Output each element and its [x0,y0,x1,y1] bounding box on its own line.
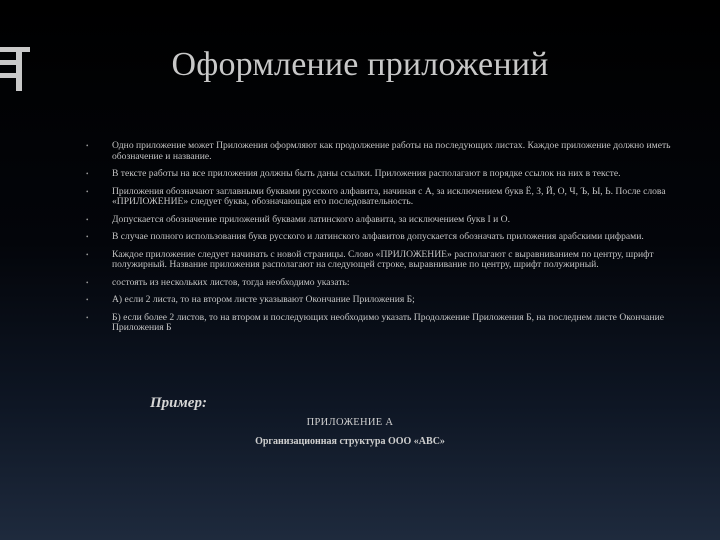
bullet-icon: • [86,296,89,304]
bullet-icon: • [86,170,89,178]
bullet-icon: • [86,215,89,224]
slide-title: Оформление приложений [171,46,549,83]
bullet-text: состоять из нескольких листов, тогда необходимо указать: [112,276,350,288]
bullet-icon: • [86,142,89,150]
bullet-text: А) если 2 листа, то на втором листе указывают Окончание Приложения Б; [112,294,415,305]
example-subheading: Организационная структура ООО «АВС» [255,436,445,447]
bullet-text: Одно приложение может Приложения оформляют как продолжение работы на последующих листах. Каждое приложение должно иметь обозначение и название. [112,140,671,162]
bullet-list [84,141,684,334]
bullet-icon: • [86,313,89,322]
example-label: Пример: [150,395,207,411]
bullet-icon: • [86,187,89,196]
bullet-item [84,295,684,306]
bullet-text: Допускается обозначение приложений буквами латинского алфавита, за исключением букв I и O. [112,213,510,225]
bullet-text: Каждое приложение следует начинать с новой страницы. Слово «ПРИЛОЖЕНИЕ» располагают с выравниванием по центру, шрифт полужирный. Название приложения располагают на следующей строке, выравнивание по центру, шрифт полужирный. [112,248,654,270]
bullet-item [84,232,684,243]
bullet-item [84,141,684,162]
bullet-item [84,313,684,334]
bullet-text: Приложения обозначают заглавными буквами русского алфавита, начиная с А, за исключением букв Ё, З, Й, О, Ч, Ъ, Ы, Ь. После слова «ПРИЛОЖЕНИЕ» следует буква, обозначающая его последовательность. [112,185,666,207]
bullet-item [84,278,684,289]
bullet-icon: • [86,233,89,241]
bullet-item [84,169,684,180]
example-heading: ПРИЛОЖЕНИЕ А [306,417,394,428]
bullet-item [84,215,684,226]
bullet-item [84,250,684,271]
bullet-icon: • [86,278,89,287]
bullet-text: Б) если более 2 листов, то на втором и последующих необходимо указать Продолжение Приложения Б, на последнем листе Окончание Приложения Б [112,311,664,333]
corner-decoration [0,47,32,91]
bullet-item [84,187,684,208]
bullet-text: В случае полного использования букв русского и латинского алфавитов допускается обозначать приложения арабскими цифрами. [112,231,644,242]
bullet-icon: • [86,250,89,259]
bullet-text: В тексте работы на все приложения должны быть даны ссылки. Приложения располагают в порядке ссылок на них в тексте. [112,168,621,179]
